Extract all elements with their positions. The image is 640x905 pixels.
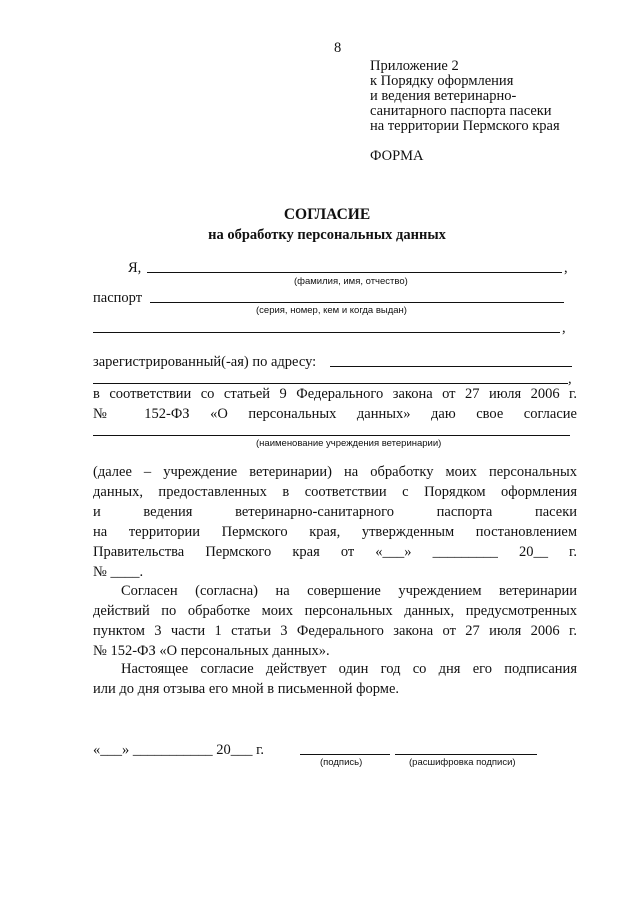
law-line-1: в соответствии со статьей 9 Федерального закона от 27 июля 2006 г. (93, 386, 577, 402)
appendix-line: санитарного паспорта пасеки (370, 103, 552, 119)
paragraph-line: и ведения ветеринарно-санитарного паспорта пасеки (93, 504, 577, 520)
signature-date[interactable]: «___» ___________ 20___ г. (93, 742, 265, 758)
address-label: зарегистрированный(-ая) по адресу: (93, 354, 317, 370)
paragraph-line: Правительства Пермского края от «___» _________ 20__ г. (93, 544, 577, 560)
institution-field[interactable] (93, 435, 570, 436)
address-comma: , (568, 371, 572, 387)
paragraph-line: Согласен (согласна) на совершение учреждением ветеринарии (121, 583, 577, 599)
fio-field[interactable] (147, 272, 562, 273)
appendix-line: к Порядку оформления (370, 73, 514, 89)
paragraph-line: пунктом 3 части 1 статьи 3 Федерального закона от 27 июля 2006 г. (93, 623, 577, 639)
fio-comma: , (564, 260, 568, 276)
appendix-line: и ведения ветеринарно- (370, 88, 517, 104)
fio-caption: (фамилия, имя, отчество) (294, 276, 408, 287)
passport-label: паспорт (93, 290, 143, 306)
appendix-block (370, 59, 560, 134)
address-field[interactable] (330, 366, 572, 367)
validity-paragraph (93, 659, 577, 699)
document-subtitle: на обработку персональных данных (208, 227, 446, 243)
passport-field-continuation[interactable] (93, 332, 560, 333)
paragraph-line: на территории Пермского края, утвержденным постановлением (93, 524, 577, 540)
passport-field[interactable] (150, 302, 564, 303)
paragraph-line: Настоящее согласие действует один год со дня его подписания (121, 661, 577, 677)
appendix-line: Приложение 2 (370, 58, 459, 74)
decoding-caption: (расшифровка подписи) (409, 757, 516, 768)
signature-decoding-field[interactable] (395, 754, 537, 755)
agreement-paragraph (93, 581, 577, 661)
signature-field[interactable] (300, 754, 390, 755)
paragraph-line: № 152-ФЗ «О персональных данных». (93, 643, 330, 659)
institution-caption: (наименование учреждения ветеринарии) (256, 438, 442, 449)
page-number: 8 (334, 40, 342, 56)
signature-caption: (подпись) (320, 757, 363, 768)
law-line-2: № 152-ФЗ «О персональных данных» даю свое согласие (93, 406, 577, 422)
name-label: Я, (128, 260, 142, 276)
appendix-line: на территории Пермского края (370, 118, 560, 134)
form-label: ФОРМА (370, 148, 424, 164)
paragraph-line: данных, предоставленных в соответствии с Порядком оформления (93, 484, 577, 500)
paragraph-line: действий по обработке моих персональных данных, предусмотренных (93, 603, 577, 619)
document-title: СОГЛАСИЕ (283, 206, 371, 223)
passport-comma: , (562, 320, 566, 336)
passport-caption: (серия, номер, кем и когда выдан) (256, 305, 407, 316)
paragraph-line: или до дня отзыва его мной в письменной форме. (93, 681, 400, 697)
paragraph-line: (далее – учреждение ветеринарии) на обработку моих персональных (93, 464, 577, 480)
consent-paragraph (93, 462, 577, 582)
paragraph-line: № ____. (93, 564, 144, 580)
